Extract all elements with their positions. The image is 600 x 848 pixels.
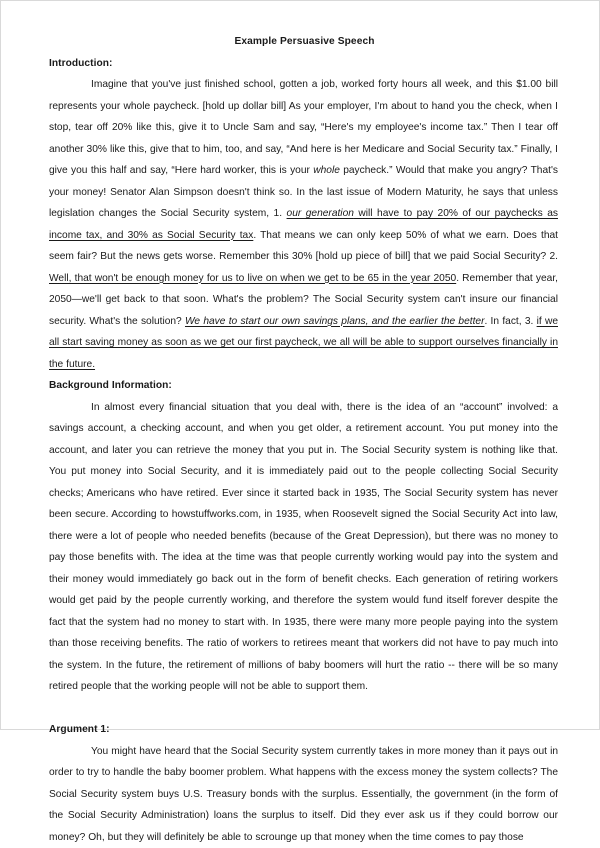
text-run-normal: paycheck.” Would that make you angry? That's your money! Senator Alan Simpson doesn't think so. In the last issue of Modern Maturity, he says that unless legislation changes the Social Security system, 1. (49, 165, 558, 219)
section-heading: Argument 1: (49, 719, 558, 741)
text-run-italic-underline: We have to start our own savings plans, and the earlier the better (185, 316, 484, 327)
document-body (49, 53, 558, 848)
text-run-normal: . That means we can only keep 50% of what we earn. Does that seem fair? But the news gets worse. Remember this 30% [hold up piece of bill] that we paid Social Security? 2. (49, 230, 558, 263)
text-run-normal: In almost every financial situation that you deal with, there is the idea of an “account” involved: a savings account, a checking account, and when you get older, a retirement account. You put money into the account, and later you can retrieve the money that you put in. The Social Security system is nothing like that. You put money into Social Security, and it is immediately paid out to the people collecting Social Security checks; Americans who have retired. Ever since it started back in 1935, The Social Security system has never been secure. According to howstuffworks.com, in 1935, when Roosevelt signed the Social Security Act into law, there were a lot of people who needed benefits (because of the Great Depression), but there was no money to pay those benefits with. The idea at the time was that people currently working would pay into the system and their money would immediately go back out in the form of benefit checks. Each generation of retiring workers would get paid by the people currently working, and therefore the system would fund itself forever despite the fact that the system had no money to start with. In 1935, there were many more people paying into the system than those receiving benefits. The ratio of workers to retirees meant that workers did not have to pay much into the system. In the future, the retirement of millions of baby boomers will hurt the ratio -- there will be so many retired people that the working people will not be able to support them. (49, 402, 558, 693)
text-run-underline: will have to pay 20% of our paychecks as income tax, and 30% as Social Security tax (49, 208, 558, 241)
text-run-normal: . In fact, 3. (484, 316, 536, 327)
section-heading: Introduction: (49, 53, 558, 75)
body-paragraph (49, 74, 558, 375)
body-paragraph (49, 397, 558, 698)
document-title: Example Persuasive Speech (51, 15, 558, 53)
text-run-normal: You might have heard that the Social Security system currently takes in more money than it pays out in order to try to handle the baby boomer problem. What happens with the excess money the system collects? The Social Security system buys U.S. Treasury bonds with the surplus. Essentially, the government (in the form of the Social Security Administration) loans the surplus to itself. Did they ever ask us if they could borrow our money? Oh, but they will definitely be able to scrounge up that money when the time comes to pay those (49, 746, 558, 843)
document-sheet (1, 1, 599, 729)
text-run-italic: whole (313, 165, 340, 176)
paragraph-spacer (49, 698, 558, 720)
text-run-underline: Well, that won't be enough money for us to live on when we get to be 65 in the year 2050 (49, 273, 456, 284)
text-run-normal: Imagine that you've just finished school, gotten a job, worked forty hours all week, and this $1.00 bill represents your whole paycheck. [hold up dollar bill] As your employer, I'm about to hand you the check, when I stop, tear off 20% like this, give it to Uncle Sam and say, “Here's my employee's income tax.” Then I tear off another 30% like this, give that to him, too, and say, “And here is her Medicare and Social Security tax.” Finally, I give you this half and say, “Here hard worker, this is your (49, 79, 558, 176)
text-run-normal: . Remember that year, 2050—we'll get back to that soon. What's the problem? The Social Security system can't insure our financial security. What's the solution? (49, 273, 558, 327)
text-run-italic-underline: our generation (287, 208, 354, 219)
section-heading: Background Information: (49, 375, 558, 397)
text-run-underline: if we all start saving money as soon as we get our first paycheck, we all will be able to support ourselves financially in the future. (49, 316, 558, 370)
body-paragraph (49, 741, 558, 848)
